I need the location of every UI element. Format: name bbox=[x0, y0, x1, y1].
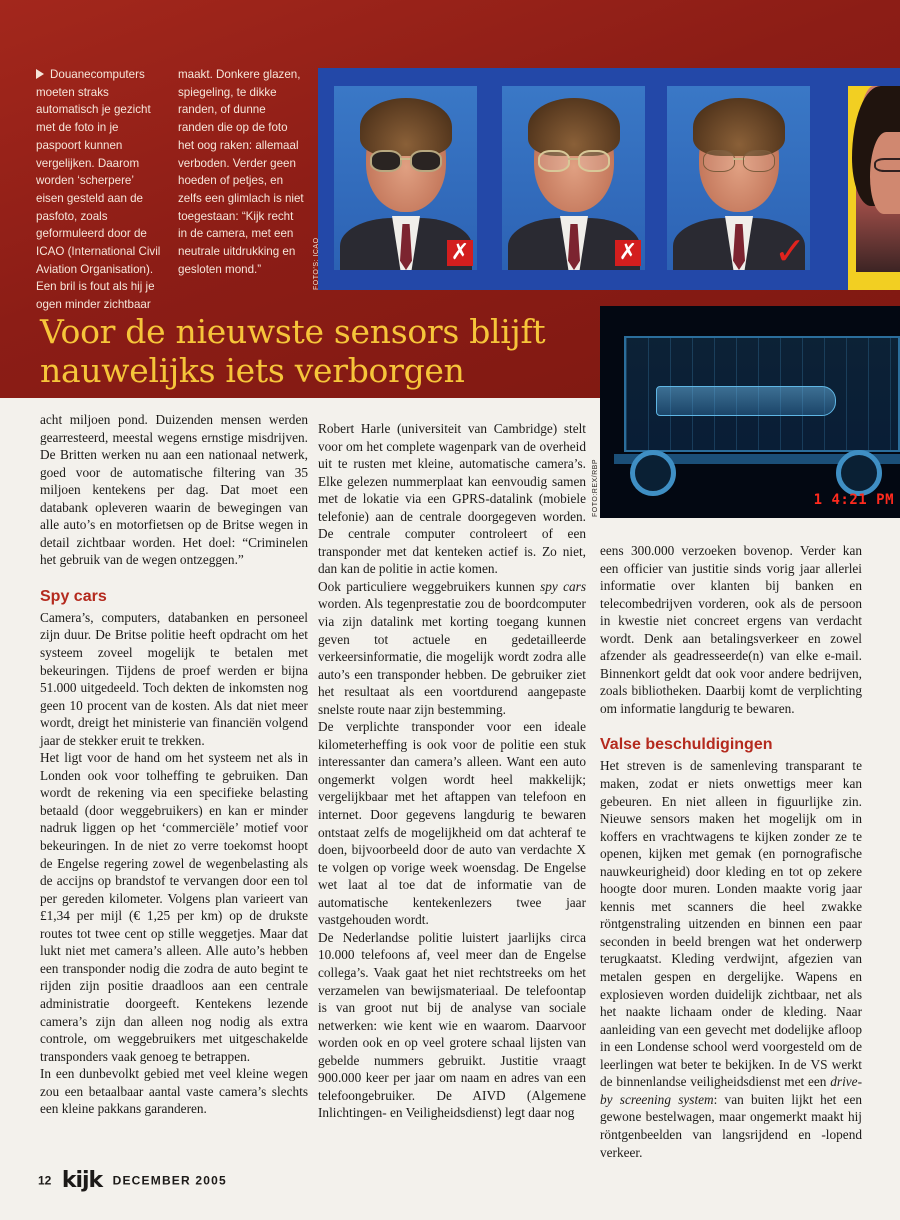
approve-check-icon: ✓ bbox=[774, 229, 806, 270]
photo-credit-icao: FOTO’S: ICAO bbox=[313, 237, 320, 290]
paragraph: De verplichte transponder voor een ideale kilometerheffing is ook voor de politie een stuk interessanter dan camera’s alleen. Want een auto ongemerkt volgen wordt heel makkelijk; vergelijkbaar met het aftappen van telefoon en internet. Door gegevens langdurig te bewaren ontstaat zelfs de mogelijkheid om dat achteraf te doen, bijvoorbeeld door de auto van verdachte X te volgen op vorige week woensdag. De Engelse wet laat al toe dat de informatie van de automatische kentekenlezers twee jaar vastgehouden wordt. bbox=[318, 719, 586, 928]
photo-credit-rex: FOTO:REX/RBP bbox=[592, 459, 599, 517]
caption-text-1: Douanecomputers moeten straks automatisch je gezicht met de foto in je paspoort kunnen vergelijken. Daarom worden ‘scherpere’ eisen gesteld aan de pasfoto, zoals geformuleerd door de ICAO (International Civil Aviation Organisation). Een bril is fout als hij je ogen minder zichtbaar bbox=[36, 68, 161, 312]
photo-caption-col2: maakt. Donkere glazen, spiegeling, te dikke randen, of dunne randen die op de foto het oog raken: allemaal verboden. Verder geen hoeden of petjes, en zelfs een glimlach is niet toegestaan: “Kijk recht in de camera, met een neutrale uitdrukking en gesloten mond.” bbox=[178, 68, 304, 276]
paragraph: Ook particuliere weggebruikers kunnen spy cars worden. Als tegenprestatie zou de boordcomputer via zijn datalink met korting toegang kunnen geven tot actuele en gedetailleerde verkeersinformatie, die mogelijk wordt zodra alle auto’s een transponder hebben. De gebruiker ziet het resultaat als een voortdurend aangepaste snelste route naar zijn bestemming. bbox=[318, 578, 587, 717]
section-heading-valse-beschuldigingen: Valse beschuldigingen bbox=[600, 736, 773, 754]
page-number: 12 bbox=[38, 1173, 52, 1188]
passport-photo-strip bbox=[318, 68, 900, 290]
emphasis: spy cars bbox=[540, 578, 587, 594]
paragraph: Het streven is de samenleving transparant te maken, zodat er niets onwettigs meer kan gebeuren. En niet alleen in figuurlijke zin. Nieuwe sensors maken het mogelijk om in koffers en vrachtwagens te kijken zonder ze te openen, kijken met gemak (en pornografische nauwkeurigheid) door kleding en tot op zekere hoogte door muren. Londen maakte vorig jaar kennis met scanners die heel zwakke röntgenstraling uitzenden en binnen een paar seconden in beeld brengen wat het onderwerp terugkaatst. Kleding verdwijnt, afgezien van metalen gespen en dergelijke. Wapens en explosieven worden duidelijk zichtbaar, net als het naakte lichaam onder de kleding. Naar aanleiding van een gevecht met dodelijke afloop in een Londense school werd voorgesteld om de leerlingen wat beter te bekijken. In de VS werkt de binnenlandse veiligheidsdienst met een drive-by screening system: van buiten lijkt het een gewone bestelwagen, maar ongemerkt maakt hij röntgenbeelden van langsrijdend en -lopend verkeer. bbox=[600, 758, 862, 1160]
headline-line-1: Voor de nieuwste sensors blijft bbox=[40, 312, 546, 351]
headline-line-2: nauwelijks iets verborgen bbox=[40, 351, 465, 390]
paragraph: De Nederlandse politie luistert jaarlijks circa 10.000 telefoons af, veel meer dan de Engelse collega’s. Vaak gaat het niet rechtstreeks om het verzamelen van bewijsmateriaal. De telefoontap is van groot nut bij de analyse van sociale netwerken: wie kent wie en waarom. Daarvoor worden ook en op veel grotere schaal lijsten van gebelde nummers gebruikt. Justitie vraagt 900.000 keer per jaar om naam en adres van een telefoongebruiker. De AIVD (Algemene Inlichtingen- en Veiligheidsdienst) legt daar nog bbox=[318, 929, 586, 1121]
page-footer bbox=[38, 1168, 227, 1193]
paragraph: Robert Harle (universiteit van Cambridge) stelt voor om het complete wagenpark van de overheid uit te rusten met kleine, automatische camera’s. Elke gelezen nummerplaat kan eenvoudig samen met de lokatie via een GPRS-datalink (mobiele telefonie) aan de centrale doorgegeven worden. De centrale computer controleert of een transponder met dat kenteken actief is. Zo niet, dan kan de politie in actie komen. bbox=[318, 421, 586, 577]
paragraph: In een dunbevolkt gebied met veel kleine wegen zou een betaalbaar aantal vaste camera’s slechts een kleine pakkans garanderen. bbox=[40, 1066, 308, 1117]
xray-timestamp: 1 4:21 PM bbox=[813, 492, 894, 508]
article-column-2 bbox=[318, 420, 586, 1122]
issue-date: DECEMBER 2005 bbox=[112, 1173, 227, 1188]
sunglasses-icon bbox=[370, 150, 442, 172]
section-heading-spy-cars: Spy cars bbox=[40, 587, 107, 605]
reject-cross-icon: ✗ bbox=[447, 240, 473, 266]
wheel-icon bbox=[836, 450, 882, 496]
emphasis: drive-by screening system bbox=[600, 1074, 862, 1107]
paragraph: acht miljoen pond. Duizenden mensen werden gearresteerd, meestal wegens ernstige misdrijven. De Britten werken nu aan een nationaal netwerk, goed voor de automatische filtering van 35 miljoen kentekens per dag. Dat moet een databank opleveren waarin de bewegingen van alle auto’s en motorfietsen op de Britse wegen in detail zichtbaar worden. Het doel: “Criminelen het gebruik van de wegen ontzeggen.” bbox=[40, 412, 308, 568]
thin-glasses-icon bbox=[703, 150, 775, 172]
reject-cross-icon: ✗ bbox=[615, 240, 641, 266]
article-column-3 bbox=[600, 542, 862, 1161]
article-headline bbox=[40, 312, 600, 390]
glasses-icon bbox=[538, 150, 610, 172]
paragraph: eens 300.000 verzoeken bovenop. Verder kan een officier van justitie sinds vorig jaar allerlei informatie over klanten bij banken en telecombedrijven vorderen, ook als de persoon in kwestie niet concreet ergens van verdacht wordt. Denk aan betalingsverkeer en zowel afzender als geadresseerde(n) van elke e-mail. Binnenkort geldt dat ook voor andere bedrijven, zoals bibliotheken. Daarbij komt de verplichting om informatie langdurig te bewaren. bbox=[600, 543, 862, 716]
xray-truck-image bbox=[600, 306, 900, 518]
passport-photo-woman bbox=[848, 86, 900, 290]
paragraph: Camera’s, computers, databanken en personeel zijn duur. De Britse politie heeft opdracht om het systeem zoveel mogelijk te betalen met bekeuringen. Tijdens de proef werden er bijna 51.000 uitgedeeld. Toch dekten de inkomsten nog geen 10 procent van de kosten. Als dat niet meer wordt, dreigt het ministerie van financiën volgend jaar de stekker eruit te trekken. bbox=[40, 609, 308, 748]
passport-photo-dark-glasses bbox=[334, 86, 477, 270]
passport-photo-reflective-glasses bbox=[502, 86, 645, 270]
article-column-1 bbox=[40, 411, 308, 1118]
triangle-bullet-icon bbox=[36, 69, 44, 79]
kijk-logo: kijk bbox=[61, 1168, 103, 1193]
xray-cargo bbox=[656, 386, 836, 416]
photo-caption-col1 bbox=[36, 66, 161, 314]
wheel-icon bbox=[630, 450, 676, 496]
paragraph: Het ligt voor de hand om het systeem net als in Londen ook voor tolheffing te gebruiken. Dan wordt de rekening via een specifieke belasting betaald (door weggebruikers) en kan er minder nadruk liggen op het ‘commerciële’ motief voor bekeuringen. In de niet zo verre toekomst hoopt de Engelse regering zowel de wegenbelasting als de accijns op brandstof te vervangen door een tol per gereden kilometer. Volgens plan varieert van £1,34 per mijl (€ 1,25 per km) op de drukste routes tot twee cent op stille weggetjes. Maar dat lukt niet met camera’s alleen. Alle auto’s hebben een transponder nodig die zodra de auto begint te rijden zijn positie draadloos aan een centrale administratie doorgeeft. Kentekens lezende camera’s zijn dan alleen nog nodig als extra controle, om weggebruikers met uitgeschakelde transponders vaak genoeg te betrappen. bbox=[40, 750, 308, 1064]
passport-photo-correct bbox=[667, 86, 810, 270]
